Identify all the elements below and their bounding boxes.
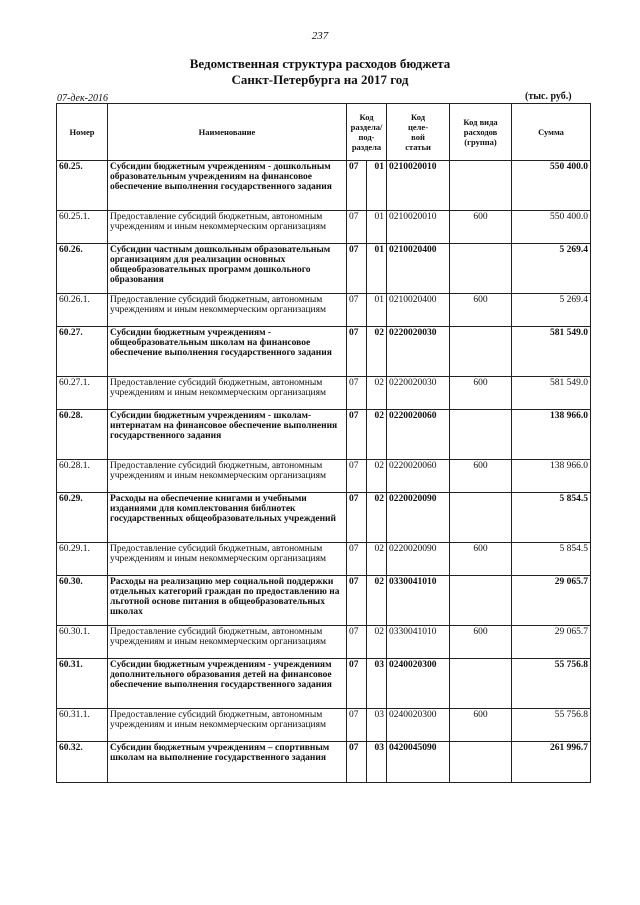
row-name: Предоставление субсидий бюджетным, автономным учреждениям и иным некоммерческим организациям <box>108 709 347 742</box>
row-target-code: 0220020060 <box>387 460 450 493</box>
row-subsection-code: 01 <box>367 294 387 327</box>
row-section-code: 07 <box>347 742 367 783</box>
row-target-code: 0210020400 <box>387 244 450 294</box>
row-amount: 261 996.7 <box>512 742 591 783</box>
row-number: 60.30.1. <box>57 626 108 659</box>
row-number: 60.32. <box>57 742 108 783</box>
row-expense-type-code <box>450 659 512 709</box>
row-expense-type-code: 600 <box>450 211 512 244</box>
row-expense-type-code: 600 <box>450 626 512 659</box>
row-subsection-code: 01 <box>367 211 387 244</box>
row-section-code: 07 <box>347 410 367 460</box>
header-target-line: статьи <box>405 142 431 152</box>
row-expense-type-code <box>450 742 512 783</box>
table-body <box>57 161 591 783</box>
row-target-code: 0220020030 <box>387 327 450 377</box>
row-number: 60.27. <box>57 327 108 377</box>
row-number: 60.29. <box>57 493 108 543</box>
table-row <box>57 410 591 460</box>
header-section-line: раздела <box>351 142 382 152</box>
row-name: Предоставление субсидий бюджетным, автономным учреждениям и иным некоммерческим организациям <box>108 377 347 410</box>
table-row <box>57 543 591 576</box>
row-name: Субсидии бюджетным учреждениям - школам-интернатам на финансовое обеспечение выполнения государственного задания <box>108 410 347 460</box>
table-row <box>57 709 591 742</box>
row-section-code: 07 <box>347 211 367 244</box>
row-expense-type-code <box>450 161 512 211</box>
row-target-code: 0240020300 <box>387 709 450 742</box>
row-subsection-code: 03 <box>367 742 387 783</box>
header-exptype-line: Код вида <box>463 117 498 127</box>
table-row <box>57 294 591 327</box>
row-section-code: 07 <box>347 294 367 327</box>
row-name: Расходы на реализацию мер социальной поддержки отдельных категорий граждан по предоставлению на льготной основе питания в общеобразовательных школах <box>108 576 347 626</box>
row-amount: 5 269.4 <box>512 294 591 327</box>
row-section-code: 07 <box>347 543 367 576</box>
row-target-code: 0210020400 <box>387 294 450 327</box>
row-target-code: 0220020090 <box>387 493 450 543</box>
row-section-code: 07 <box>347 709 367 742</box>
row-target-code: 0220020090 <box>387 543 450 576</box>
row-name: Предоставление субсидий бюджетным, автономным учреждениям и иным некоммерческим организациям <box>108 294 347 327</box>
row-subsection-code: 02 <box>367 543 387 576</box>
table-row <box>57 742 591 783</box>
table-row <box>57 377 591 410</box>
row-name: Предоставление субсидий бюджетным, автономным учреждениям и иным некоммерческим организациям <box>108 543 347 576</box>
row-amount: 581 549.0 <box>512 327 591 377</box>
row-section-code: 07 <box>347 493 367 543</box>
row-subsection-code: 02 <box>367 410 387 460</box>
row-target-code: 0330041010 <box>387 576 450 626</box>
title-line-1: Ведомственная структура расходов бюджета <box>189 56 451 71</box>
row-target-code: 0220020060 <box>387 410 450 460</box>
unit-label: (тыс. руб.) <box>525 91 572 102</box>
table-row <box>57 576 591 626</box>
page-number: 237 <box>311 30 329 42</box>
header-exptype-line: расходов <box>463 127 498 137</box>
row-number: 60.26. <box>57 244 108 294</box>
row-expense-type-code: 600 <box>450 460 512 493</box>
row-number: 60.31. <box>57 659 108 709</box>
row-section-code: 07 <box>347 659 367 709</box>
row-name: Субсидии бюджетным учреждениям - общеобразовательным школам на финансовое обеспечение выполнения государственного задания <box>108 327 347 377</box>
row-amount: 138 966.0 <box>512 410 591 460</box>
row-name: Предоставление субсидий бюджетным, автономным учреждениям и иным некоммерческим организациям <box>108 211 347 244</box>
row-amount: 29 065.7 <box>512 576 591 626</box>
row-expense-type-code <box>450 327 512 377</box>
table-row <box>57 244 591 294</box>
row-name: Субсидии бюджетным учреждениям - дошкольным образовательным учреждениям на финансовое обеспечение выполнения государственного задания <box>108 161 347 211</box>
row-section-code: 07 <box>347 161 367 211</box>
row-subsection-code: 02 <box>367 493 387 543</box>
header-amount: Сумма <box>512 104 591 161</box>
row-amount: 581 549.0 <box>512 377 591 410</box>
row-subsection-code: 02 <box>367 576 387 626</box>
row-subsection-code: 02 <box>367 327 387 377</box>
title-line-2: Санкт-Петербурга на 2017 год <box>231 72 409 87</box>
row-target-code: 0210020010 <box>387 211 450 244</box>
row-subsection-code: 01 <box>367 244 387 294</box>
row-amount: 138 966.0 <box>512 460 591 493</box>
header-target <box>387 104 450 161</box>
header-section-line: Код <box>359 112 374 122</box>
row-number: 60.26.1. <box>57 294 108 327</box>
row-section-code: 07 <box>347 576 367 626</box>
row-amount: 550 400.0 <box>512 161 591 211</box>
row-number: 60.27.1. <box>57 377 108 410</box>
header-section <box>347 104 387 161</box>
table-row <box>57 460 591 493</box>
expenditure-table <box>56 103 591 783</box>
row-expense-type-code: 600 <box>450 377 512 410</box>
row-amount: 5 854.5 <box>512 493 591 543</box>
table-row <box>57 659 591 709</box>
row-name: Предоставление субсидий бюджетным, автономным учреждениям и иным некоммерческим организациям <box>108 626 347 659</box>
table-row <box>57 161 591 211</box>
row-target-code: 0240020300 <box>387 659 450 709</box>
row-expense-type-code: 600 <box>450 709 512 742</box>
row-amount: 5 269.4 <box>512 244 591 294</box>
row-subsection-code: 01 <box>367 161 387 211</box>
row-expense-type-code: 600 <box>450 294 512 327</box>
row-expense-type-code <box>450 244 512 294</box>
header-target-line: Код <box>410 112 426 122</box>
row-target-code: 0220020030 <box>387 377 450 410</box>
row-section-code: 07 <box>347 626 367 659</box>
row-amount: 55 756.8 <box>512 709 591 742</box>
row-target-code: 0210020010 <box>387 161 450 211</box>
row-number: 60.28. <box>57 410 108 460</box>
document-date: 07-дек-2016 <box>57 93 108 104</box>
row-section-code: 07 <box>347 460 367 493</box>
table-header-row <box>57 104 591 161</box>
row-name: Расходы на обеспечение книгами и учебными изданиями для комплектования библиотек государственных общеобразовательных учреждений <box>108 493 347 543</box>
row-number: 60.29.1. <box>57 543 108 576</box>
table-row <box>57 493 591 543</box>
row-number: 60.31.1. <box>57 709 108 742</box>
row-name: Предоставление субсидий бюджетным, автономным учреждениям и иным некоммерческим организациям <box>108 460 347 493</box>
row-subsection-code: 03 <box>367 659 387 709</box>
row-number: 60.25.1. <box>57 211 108 244</box>
row-name: Субсидии бюджетным учреждениям - учреждениям дополнительного образования детей на финансовое обеспечение выполнения государственного задания <box>108 659 347 709</box>
table-row <box>57 327 591 377</box>
row-target-code: 0330041010 <box>387 626 450 659</box>
header-target-line: целе- <box>407 122 429 132</box>
row-expense-type-code <box>450 493 512 543</box>
row-subsection-code: 02 <box>367 626 387 659</box>
row-amount: 29 065.7 <box>512 626 591 659</box>
row-section-code: 07 <box>347 244 367 294</box>
table-row <box>57 211 591 244</box>
row-section-code: 07 <box>347 377 367 410</box>
header-exptype-line: (группа) <box>464 137 497 147</box>
row-name: Субсидии частным дошкольным образовательным организациям для реализации основных общеобразовательных программ дошкольного образования <box>108 244 347 294</box>
document-title <box>0 56 640 88</box>
row-amount: 5 854.5 <box>512 543 591 576</box>
row-subsection-code: 03 <box>367 709 387 742</box>
row-amount: 55 756.8 <box>512 659 591 709</box>
row-expense-type-code: 600 <box>450 543 512 576</box>
row-amount: 550 400.0 <box>512 211 591 244</box>
row-number: 60.25. <box>57 161 108 211</box>
header-section-line: раздела/ <box>350 122 383 132</box>
row-expense-type-code <box>450 576 512 626</box>
header-name: Наименование <box>108 104 347 161</box>
row-expense-type-code <box>450 410 512 460</box>
header-number: Номер <box>57 104 108 161</box>
row-number: 60.30. <box>57 576 108 626</box>
header-expense-type <box>450 104 512 161</box>
row-name: Субсидии бюджетным учреждениям – спортивным школам на выполнение государственного задания <box>108 742 347 783</box>
row-section-code: 07 <box>347 327 367 377</box>
row-number: 60.28.1. <box>57 460 108 493</box>
row-subsection-code: 02 <box>367 377 387 410</box>
row-subsection-code: 02 <box>367 460 387 493</box>
row-target-code: 0420045090 <box>387 742 450 783</box>
table-row <box>57 626 591 659</box>
header-target-line: вой <box>411 132 425 142</box>
header-section-line: под- <box>358 132 375 142</box>
